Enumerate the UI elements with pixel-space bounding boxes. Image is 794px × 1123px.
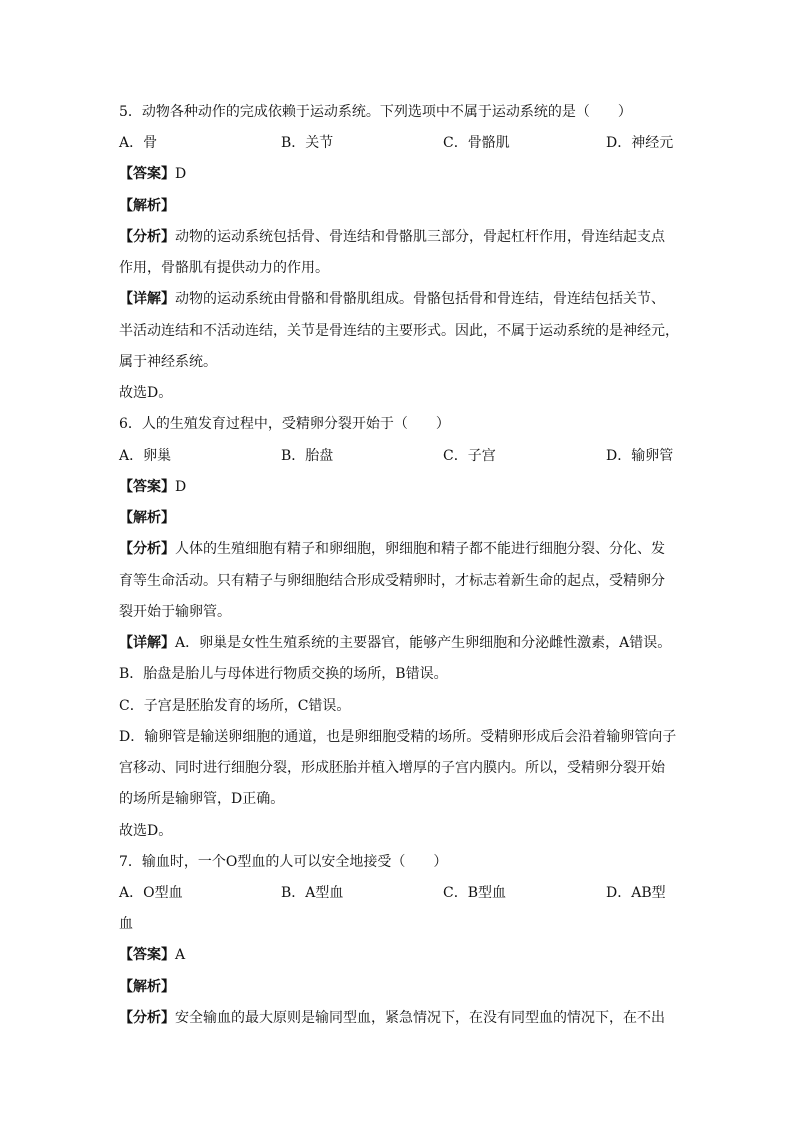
analysis-text: 人体的生殖细胞有精子和卵细胞，卵细胞和精子都不能进行细胞分裂、分化、发 — [175, 541, 665, 557]
answer-label: 【答案】 — [119, 166, 175, 182]
option-d: D．输卵管 — [606, 448, 674, 464]
detail-text: 的场所是输卵管，D正确。 — [119, 791, 285, 807]
analysis-text: 裂开始于输卵管。 — [119, 604, 231, 620]
analysis-label: 【分析】 — [119, 229, 175, 245]
option-d-wrap: 血 — [119, 916, 133, 932]
answer-value: D — [175, 479, 187, 495]
detail-text: D．输卵管是输送卵细胞的通道，也是卵细胞受精的场所。受精卵形成后会沿着输卵管向子 — [119, 729, 677, 745]
option-c: C．子宫 — [443, 448, 496, 464]
analysis-label: 【分析】 — [119, 541, 175, 557]
answer-value: D — [175, 166, 187, 182]
answer-line — [119, 945, 675, 965]
question-5-stem: 5．动物各种动作的完成依赖于运动系统。下列选项中不属于运动系统的是（ ） — [119, 104, 632, 120]
option-d: D．神经元 — [606, 135, 674, 151]
question-6-options — [119, 446, 679, 466]
answer-line — [119, 477, 675, 497]
detail-text: 半活动连结和不活动连结，关节是骨连结的主要形式。因此，不属于运动系统的是神经元， — [119, 323, 679, 339]
detail-text: 属于神经系统。 — [119, 354, 217, 370]
answer-line — [119, 164, 675, 184]
analysis-line — [119, 227, 675, 247]
option-a: A．O型血 — [119, 885, 183, 901]
conclusion: 故选D。 — [119, 823, 173, 839]
jiexi-heading: 【解析】 — [119, 979, 175, 995]
jiexi-heading: 【解析】 — [119, 510, 175, 526]
detail-text: C．子宫是胚胎发育的场所，C错误。 — [119, 698, 351, 714]
detail-text: A．卵巢是女性生殖系统的主要器官，能够产生卵细胞和分泌雌性激素，A错误。 — [175, 635, 672, 651]
answer-label: 【答案】 — [119, 947, 175, 963]
detail-line — [119, 633, 675, 653]
option-b: B．关节 — [281, 135, 334, 151]
analysis-text: 育等生命活动。只有精子与卵细胞结合形成受精卵时，才标志着新生命的起点，受精卵分 — [119, 573, 665, 589]
detail-text: 动物的运动系统由骨骼和骨骼肌组成。骨骼包括骨和骨连结，骨连结包括关节、 — [175, 291, 665, 307]
analysis-line — [119, 539, 675, 559]
option-a: A．卵巢 — [119, 448, 172, 464]
analysis-label: 【分析】 — [119, 1010, 175, 1026]
detail-label: 【详解】 — [119, 291, 175, 307]
analysis-text: 动物的运动系统包括骨、骨连结和骨骼肌三部分，骨起杠杆作用，骨连结起支点 — [175, 229, 665, 245]
option-b: B．A型血 — [281, 885, 344, 901]
detail-label: 【详解】 — [119, 635, 175, 651]
option-c: C．B型血 — [443, 885, 506, 901]
question-6-stem: 6．人的生殖发育过程中，受精卵分裂开始于（ ） — [119, 416, 450, 432]
question-7-options — [119, 883, 679, 903]
detail-text: 宫移动、同时进行细胞分裂，形成胚胎并植入增厚的子宫内膜内。所以，受精卵分裂开始 — [119, 760, 665, 776]
conclusion: 故选D。 — [119, 385, 173, 401]
question-7-stem: 7．输血时，一个O型血的人可以安全地接受（ ） — [119, 854, 448, 870]
option-c: C．骨骼肌 — [443, 135, 510, 151]
option-a: A．骨 — [119, 135, 158, 151]
detail-line — [119, 289, 675, 309]
analysis-line — [119, 1008, 675, 1028]
detail-text: B．胎盘是胎儿与母体进行物质交换的场所，B错误。 — [119, 666, 448, 682]
analysis-text: 安全输血的最大原则是输同型血，紧急情况下，在没有同型血的情况下，在不出 — [175, 1010, 665, 1026]
jiexi-heading: 【解析】 — [119, 198, 175, 214]
option-b: B．胎盘 — [281, 448, 334, 464]
answer-label: 【答案】 — [119, 479, 175, 495]
answer-value: A — [175, 947, 186, 963]
analysis-text: 作用，骨骼肌有提供动力的作用。 — [119, 260, 329, 276]
option-d: D．AB型 — [606, 885, 666, 901]
question-5-options — [119, 133, 679, 153]
